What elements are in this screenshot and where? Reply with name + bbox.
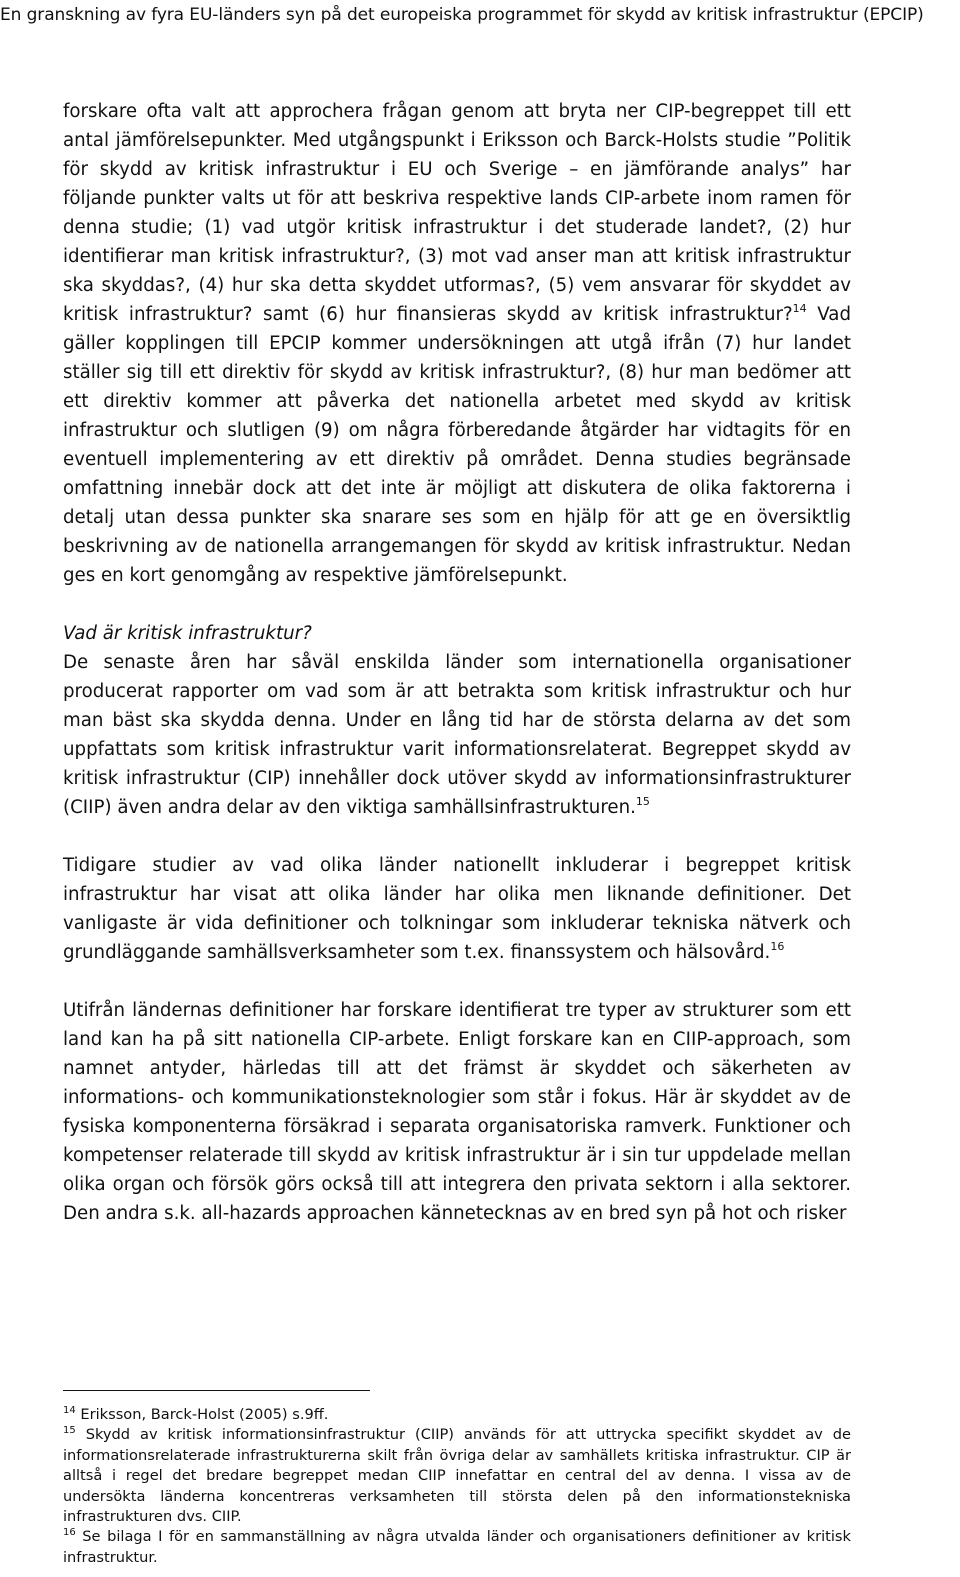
footnote-divider (63, 1390, 370, 1391)
paragraph-comparison-points (63, 97, 851, 590)
paragraph-three-structures: Utifrån ländernas definitioner har forskare identifierat tre typer av strukturer som ett land kan ha på sitt nationella CIP-arbete. Enligt forskare kan en CIIP-approach, som namnet antyder, härledas till att det främst är skyddet och säkerheten av informations- och kommunikationsteknologier som står i fokus. Här är skyddet av de fysiska komponenterna försäkrad i separata organisatoriska ramverk. Funktioner och kompetenser relaterade till skydd av kritisk infrastruktur är i sin tur uppdelade mellan olika organ och försök görs också till att integrera den privata sektorn i alla sektorer. Den andra s.k. all-hazards approachen kännetecknas av en bred syn på hot och risker (63, 1000, 851, 1224)
paragraph-spacer (63, 967, 851, 996)
paragraph-recent-years (63, 648, 851, 822)
paragraph-text: forskare ofta valt att approchera frågan genom att bryta ner CIP-begreppet till ett antal jämförelsepunkter. Med utgångspunkt i Eriksson och Barck-Holsts studie ”Politik för skydd av kritisk infrastruktur i EU och Sverige – en jämförande analys” har följande punkter valts ut för att beskriva respektive lands CIP-arbete inom ramen för denna studie; (1) vad utgör kritisk infrastruktur i det studerade landet?, (2) hur identifierar man kritisk infrastruktur?, (3) mot vad anser man att kritisk infrastruktur ska skyddas?, (4) hur ska detta skyddet utformas?, (5) vem ansvarar för skyddet av kritisk infrastruktur? samt (6) hur finansieras skydd av kritisk infrastruktur? (63, 101, 851, 325)
paragraph-spacer (63, 590, 851, 619)
footnote-ref-16: 16 (770, 940, 785, 953)
paragraph-text: De senaste åren har såväl enskilda länder som internationella organisationer producerat rapporter om vad som är att betrakta som kritisk infrastruktur och hur man bäst ska skydda denna. Under en lång tid har de största delarna av det som uppfattats som kritisk infrastruktur varit informationsrelaterat. Begreppet skydd av kritisk infrastruktur (CIP) innehåller dock utöver skydd av informationsinfrastrukturer (CIIP) även andra delar av den viktiga samhällsinfrastrukturen. (63, 652, 851, 818)
footnote-number: 14 (63, 1405, 76, 1416)
footnote-text: Eriksson, Barck-Holst (2005) s.9ff. (75, 1406, 329, 1423)
footnote-number: 15 (63, 1425, 76, 1437)
footnote-text: Skydd av kritisk informationsinfrastruktur (CIIP) används för att uttrycka specifikt skyddet av de informationsrelaterade infrastrukturerna skilt från övriga delar av samhällets kritiska infrastruktur. CIP är alltså i regel det bredare begreppet medan CIIP innefattar en central del av denna. I vissa av de undersökta länderna koncentreras verksamheten till största delen på den informationstekniska infrastrukturen dvs. CIIP. (63, 1426, 851, 1526)
footnote-14 (63, 1405, 851, 1425)
body-text (63, 97, 851, 1228)
running-header: En granskning av fyra EU-länders syn på det europeiska programmet för skydd av kritisk infrastruktur (EPCIP) (0, 5, 924, 25)
paragraph-earlier-studies (63, 851, 851, 967)
footnote-ref-14: 14 (792, 302, 807, 315)
paragraph-text: Vad gäller kopplingen till EPCIP kommer undersökningen att utgå ifrån (7) hur landet ställer sig till ett direktiv för skydd av kritisk infrastruktur?, (8) hur man bedömer att ett direktiv kommer att påverka det nationella arbetet med skydd av kritisk infrastruktur och slutligen (9) om några förberedande åtgärder har vidtagits för en eventuell implementering av ett direktiv på området. Denna studies begränsade omfattning innebär dock att det inte är möjligt att diskutera de olika faktorerna i detalj utan dessa punkter ska snarare ses som en hjälp för att ge en översiktlig beskrivning av de nationella arrangemangen för skydd av kritisk infrastruktur. Nedan ges en kort genomgång av respektive jämförelsepunkt. (63, 304, 851, 586)
footnote-15 (63, 1425, 851, 1527)
section-heading: Vad är kritisk infrastruktur? (63, 623, 312, 644)
footnotes (63, 1405, 851, 1568)
footnote-text: Se bilaga I för en sammanställning av några utvalda länder och organisationers definitioner av kritisk infrastruktur. (63, 1528, 851, 1566)
footnote-number: 16 (63, 1527, 76, 1539)
footnote-16 (63, 1527, 851, 1568)
paragraph-text: Tidigare studier av vad olika länder nationellt inkluderar i begreppet kritisk infrastruktur har visat att olika länder har olika men liknande definitioner. Det vanligaste är vida definitioner och tolkningar som inkluderar tekniska nätverk och grundläggande samhällsverksamheter som t.ex. finanssystem och hälsovård. (63, 855, 851, 963)
paragraph-spacer (63, 822, 851, 851)
footnote-ref-15: 15 (635, 795, 650, 808)
